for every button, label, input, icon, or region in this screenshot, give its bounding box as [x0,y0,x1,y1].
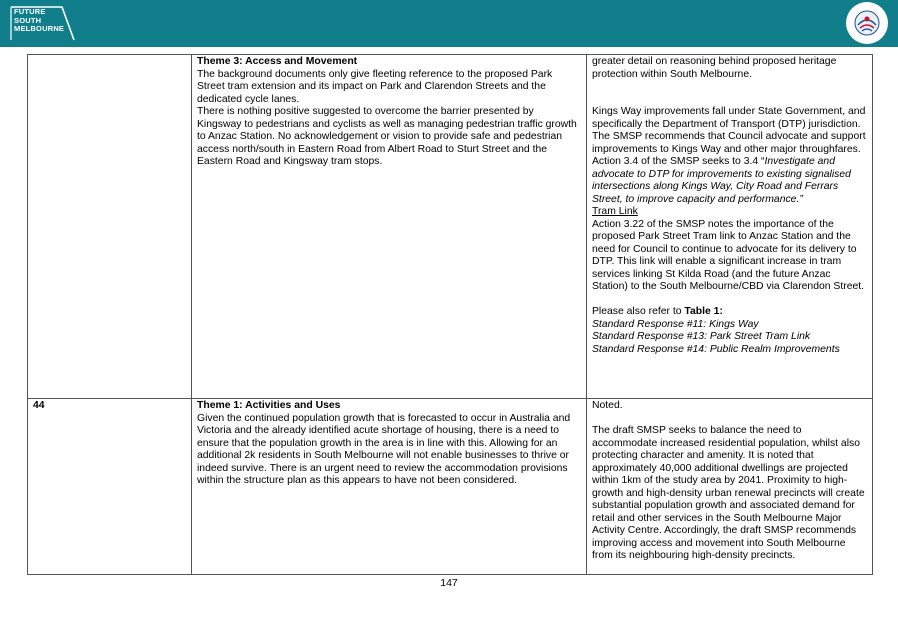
submission-cell [192,55,587,399]
standard-response-reference: Standard Response #13: Park Street Tram Link [592,331,811,342]
tram-link-heading: Tram Link [592,206,638,217]
logo-line-1: FUTURE [14,7,46,16]
submissions-table [27,54,873,575]
submission-id-cell: 44 [28,399,192,575]
submission-paragraph: There is nothing positive suggested to overcome the barrier presented by Kingsway to pedestrians and cyclists as well as managing pedestrian traffic growth to Anzac Station. No acknowledgement or vision to provide safe and pedestrian access north/south in Eastern Road from Albert Road to Sturt Street and the Eastern Road and Kingsway tram stops. [197,106,577,167]
response-cell [587,55,873,399]
response-quote: Investigate and advocate to DTP for improvements to existing signalised intersections along Kings Way, City Road and Ferrars Street, to improve capacity and performance.” [592,156,851,205]
submission-paragraph: The background documents only give fleeting reference to the proposed Park Street tram extension and its impact on Park and Clarendon Streets and the dedicated cycle lanes. [197,68,553,105]
standard-response-reference: Standard Response #14: Public Realm Improvements [592,343,840,355]
logo-wordmark [14,8,64,34]
submission-cell [192,399,587,575]
response-paragraph: Action 3.22 of the SMSP notes the importance of the proposed Park Street Tram link to Anzac Station and the need for Council to continue to advocate for its delivery to DTP. This link will enable a significant increase in tram services linking St Kilda Road (and the future Anzac Station) to the South Melbourne/CBD via Clarendon Street. [592,218,865,292]
logo-line-2: SOUTH [14,15,42,25]
response-paragraph [592,106,867,206]
page-header [0,0,898,47]
theme-heading: Theme 3: Access and Movement [197,56,358,67]
response-text: Kings Way improvements fall under State Government, and specifically the Department of Transport (DTP) jurisdiction. The SMSP recommends that Council advocate and support improvements to Kings Way and other major throughfares. Action 3.4 of the SMSP seeks to 3.4 “ [592,106,866,167]
submission-id-cell [28,55,192,399]
table-reference: Table 1: [684,306,723,317]
page-number: 147 [440,577,458,589]
submission-paragraph: Given the continued population growth that is forecasted to occur in Australia and Victoria and the already identified acute shortage of housing, there is a need to ensure that the population growth in the area is in line with this. Allowing for an additional 2k residents in South Melbourne will not enable businesses to thrive or indeed survive. There is an urgent need to review the accommodation provisions within the structure plan as this appears to have not been considered. [197,412,571,486]
theme-heading: Theme 1: Activities and Uses [197,400,341,411]
logo-line-3: MELBOURNE [14,24,65,33]
table-row [28,399,873,575]
response-paragraph: Noted. [592,400,623,411]
response-cell [587,399,873,575]
refer-text: Please also refer to [592,306,685,317]
table-row [28,55,873,399]
standard-response-reference: Standard Response #11: Kings Way [592,318,759,330]
refer-line [592,306,867,319]
response-paragraph: greater detail on reasoning behind proposed heritage protection within South Melbourne. [592,56,837,80]
city-of-port-phillip-seal-icon [845,1,889,45]
response-paragraph: The draft SMSP seeks to balance the need to accommodate increased residential population, whilst also protecting character and amenity. It is noted that approximately 40,000 additional dwellings are projected within 1km of the study area by 2041. Proximity to high-growth and high-density urban renewal precincts will create substantial population growth and associated demand for retail and other services in the South Melbourne Major Activity Centre. Accordingly, the draft SMSP recommends improving access and movement into South Melbourne from its neighbouring high-density precincts. [592,425,865,561]
